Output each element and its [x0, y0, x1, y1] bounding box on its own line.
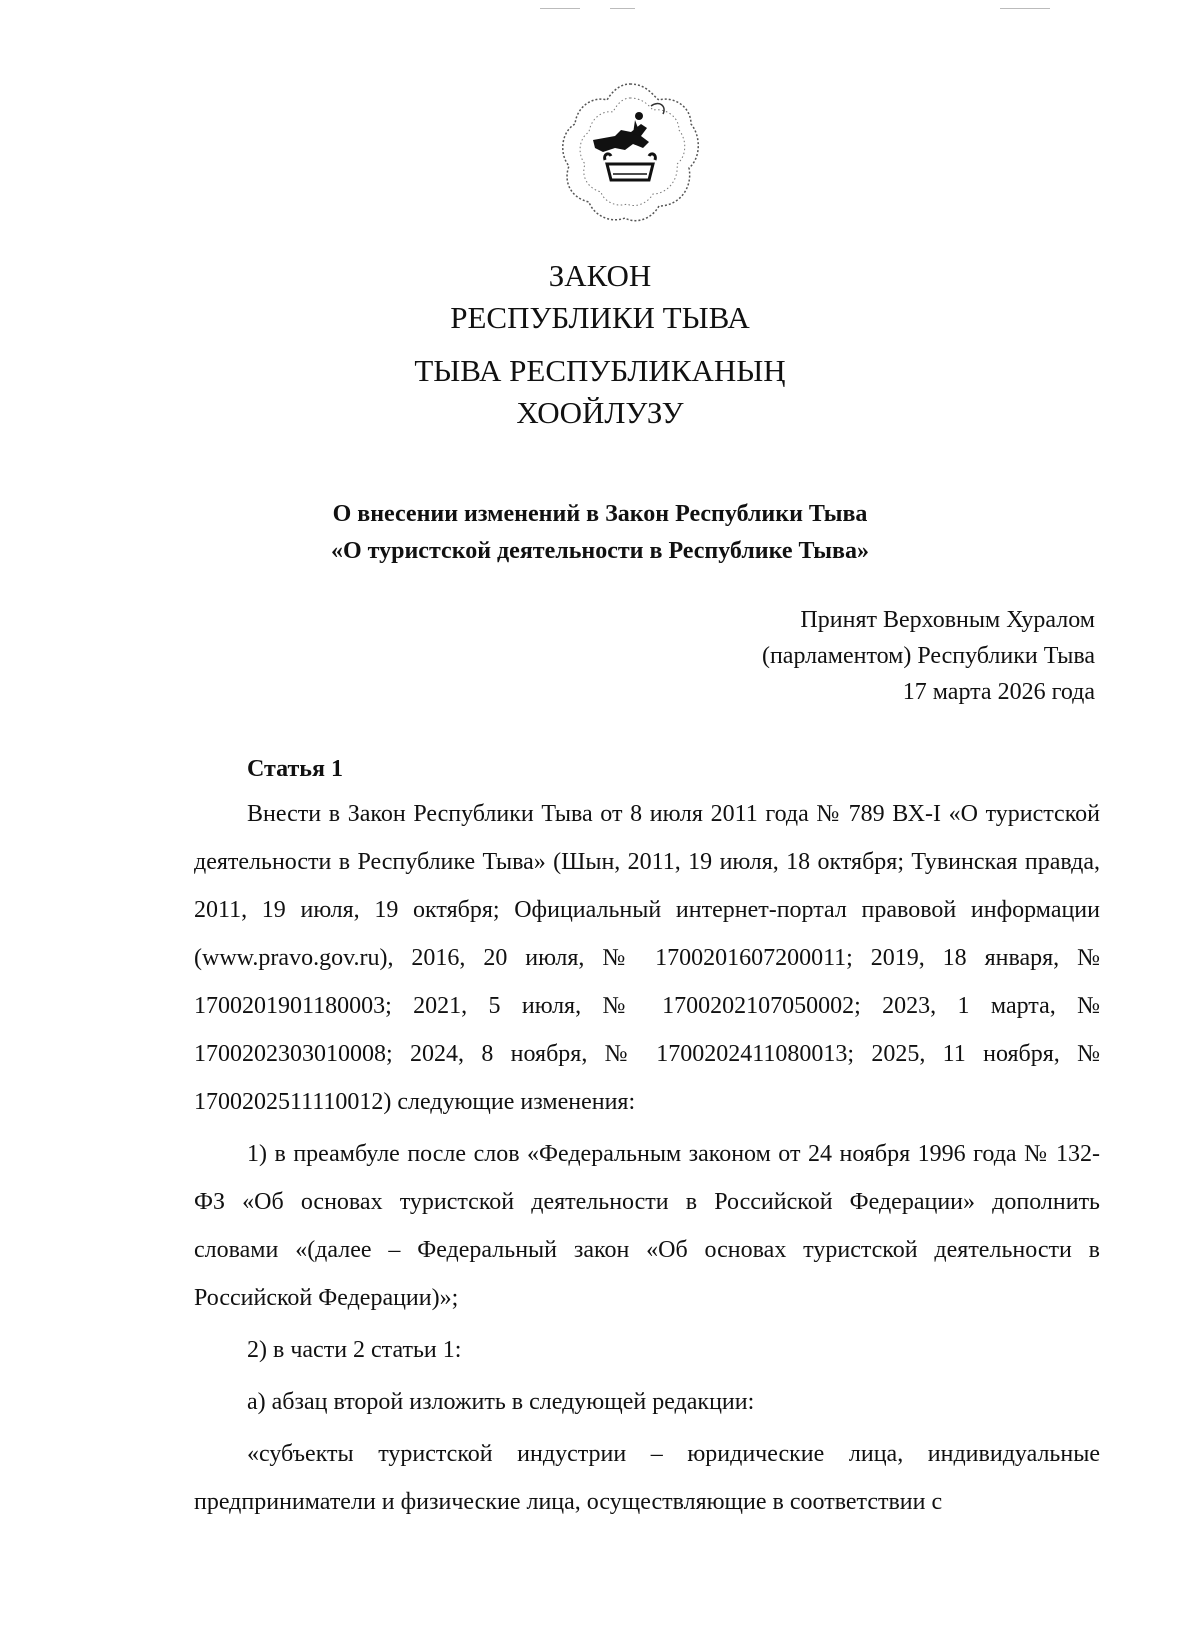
article-paragraph: «субъекты туристской индустрии – юридические лица, индивидуальные предприниматели и физические лица, осуществляющие в соответствии с — [194, 1441, 1100, 1515]
law-title-ru — [0, 255, 1200, 339]
article-heading: Статья 1 — [247, 756, 343, 782]
scan-artifact — [1000, 8, 1050, 9]
subject-line-2: «О туристской деятельности в Республике Тыва» — [330, 538, 870, 564]
scan-artifact — [540, 8, 580, 9]
article-paragraph: 1) в преамбуле после слов «Федеральным законом от 24 ноября 1996 года № 132-ФЗ «Об основах туристской деятельности в Российской Федерации» дополнить словами «(далее – Федеральный закон «Об основах туристской деятельности в Российской Федерации)»; — [194, 1141, 1100, 1311]
adoption-line-2: (парламентом) Республики Тыва — [761, 643, 1095, 669]
republic-name-tyv: ТЫВА РЕСПУБЛИКАНЫҢ — [414, 353, 786, 388]
article-paragraph: Внести в Закон Республики Тыва от 8 июля 2011 года № 789 ВХ-I «О туристской деятельности в Республике Тыва» (Шын, 2011, 19 июля, 18 октября; Тувинская правда, 2011, 19 июля, 19 октября; Официальный интернет-портал правовой информации (www.pravo.gov.ru), 2016, 20 июля, № 1700201607200011; 2019, 18 января, № 1700201901180003; 2021, 5 июля, № 1700202107050002; 2023, 1 марта, № 1700202303010008; 2024, 8 ноября, № 1700202411080013; 2025, 11 ноября, № 1700202511110012) следующие изменения: — [194, 801, 1100, 1115]
article-paragraph: а) абзац второй изложить в следующей редакции: — [247, 1389, 755, 1415]
scan-artifact — [610, 8, 635, 9]
tuva-coat-of-arms-icon — [555, 78, 705, 228]
article-body — [194, 790, 1100, 1526]
law-subject — [0, 496, 1200, 570]
law-title-tyv — [0, 350, 1200, 434]
republic-name-ru: РЕСПУБЛИКИ ТЫВА — [450, 300, 750, 335]
law-label-tyv: ХООЙЛУЗУ — [516, 395, 684, 430]
law-label: ЗАКОН — [548, 258, 652, 293]
adoption-line-1: Принят Верховным Хуралом — [800, 607, 1095, 633]
adoption-date: 17 марта 2026 года — [902, 679, 1095, 705]
adoption-note — [762, 602, 1095, 710]
subject-line-1: О внесении изменений в Закон Республики Тыва — [332, 501, 868, 527]
article-paragraph: 2) в части 2 статьи 1: — [247, 1337, 462, 1363]
